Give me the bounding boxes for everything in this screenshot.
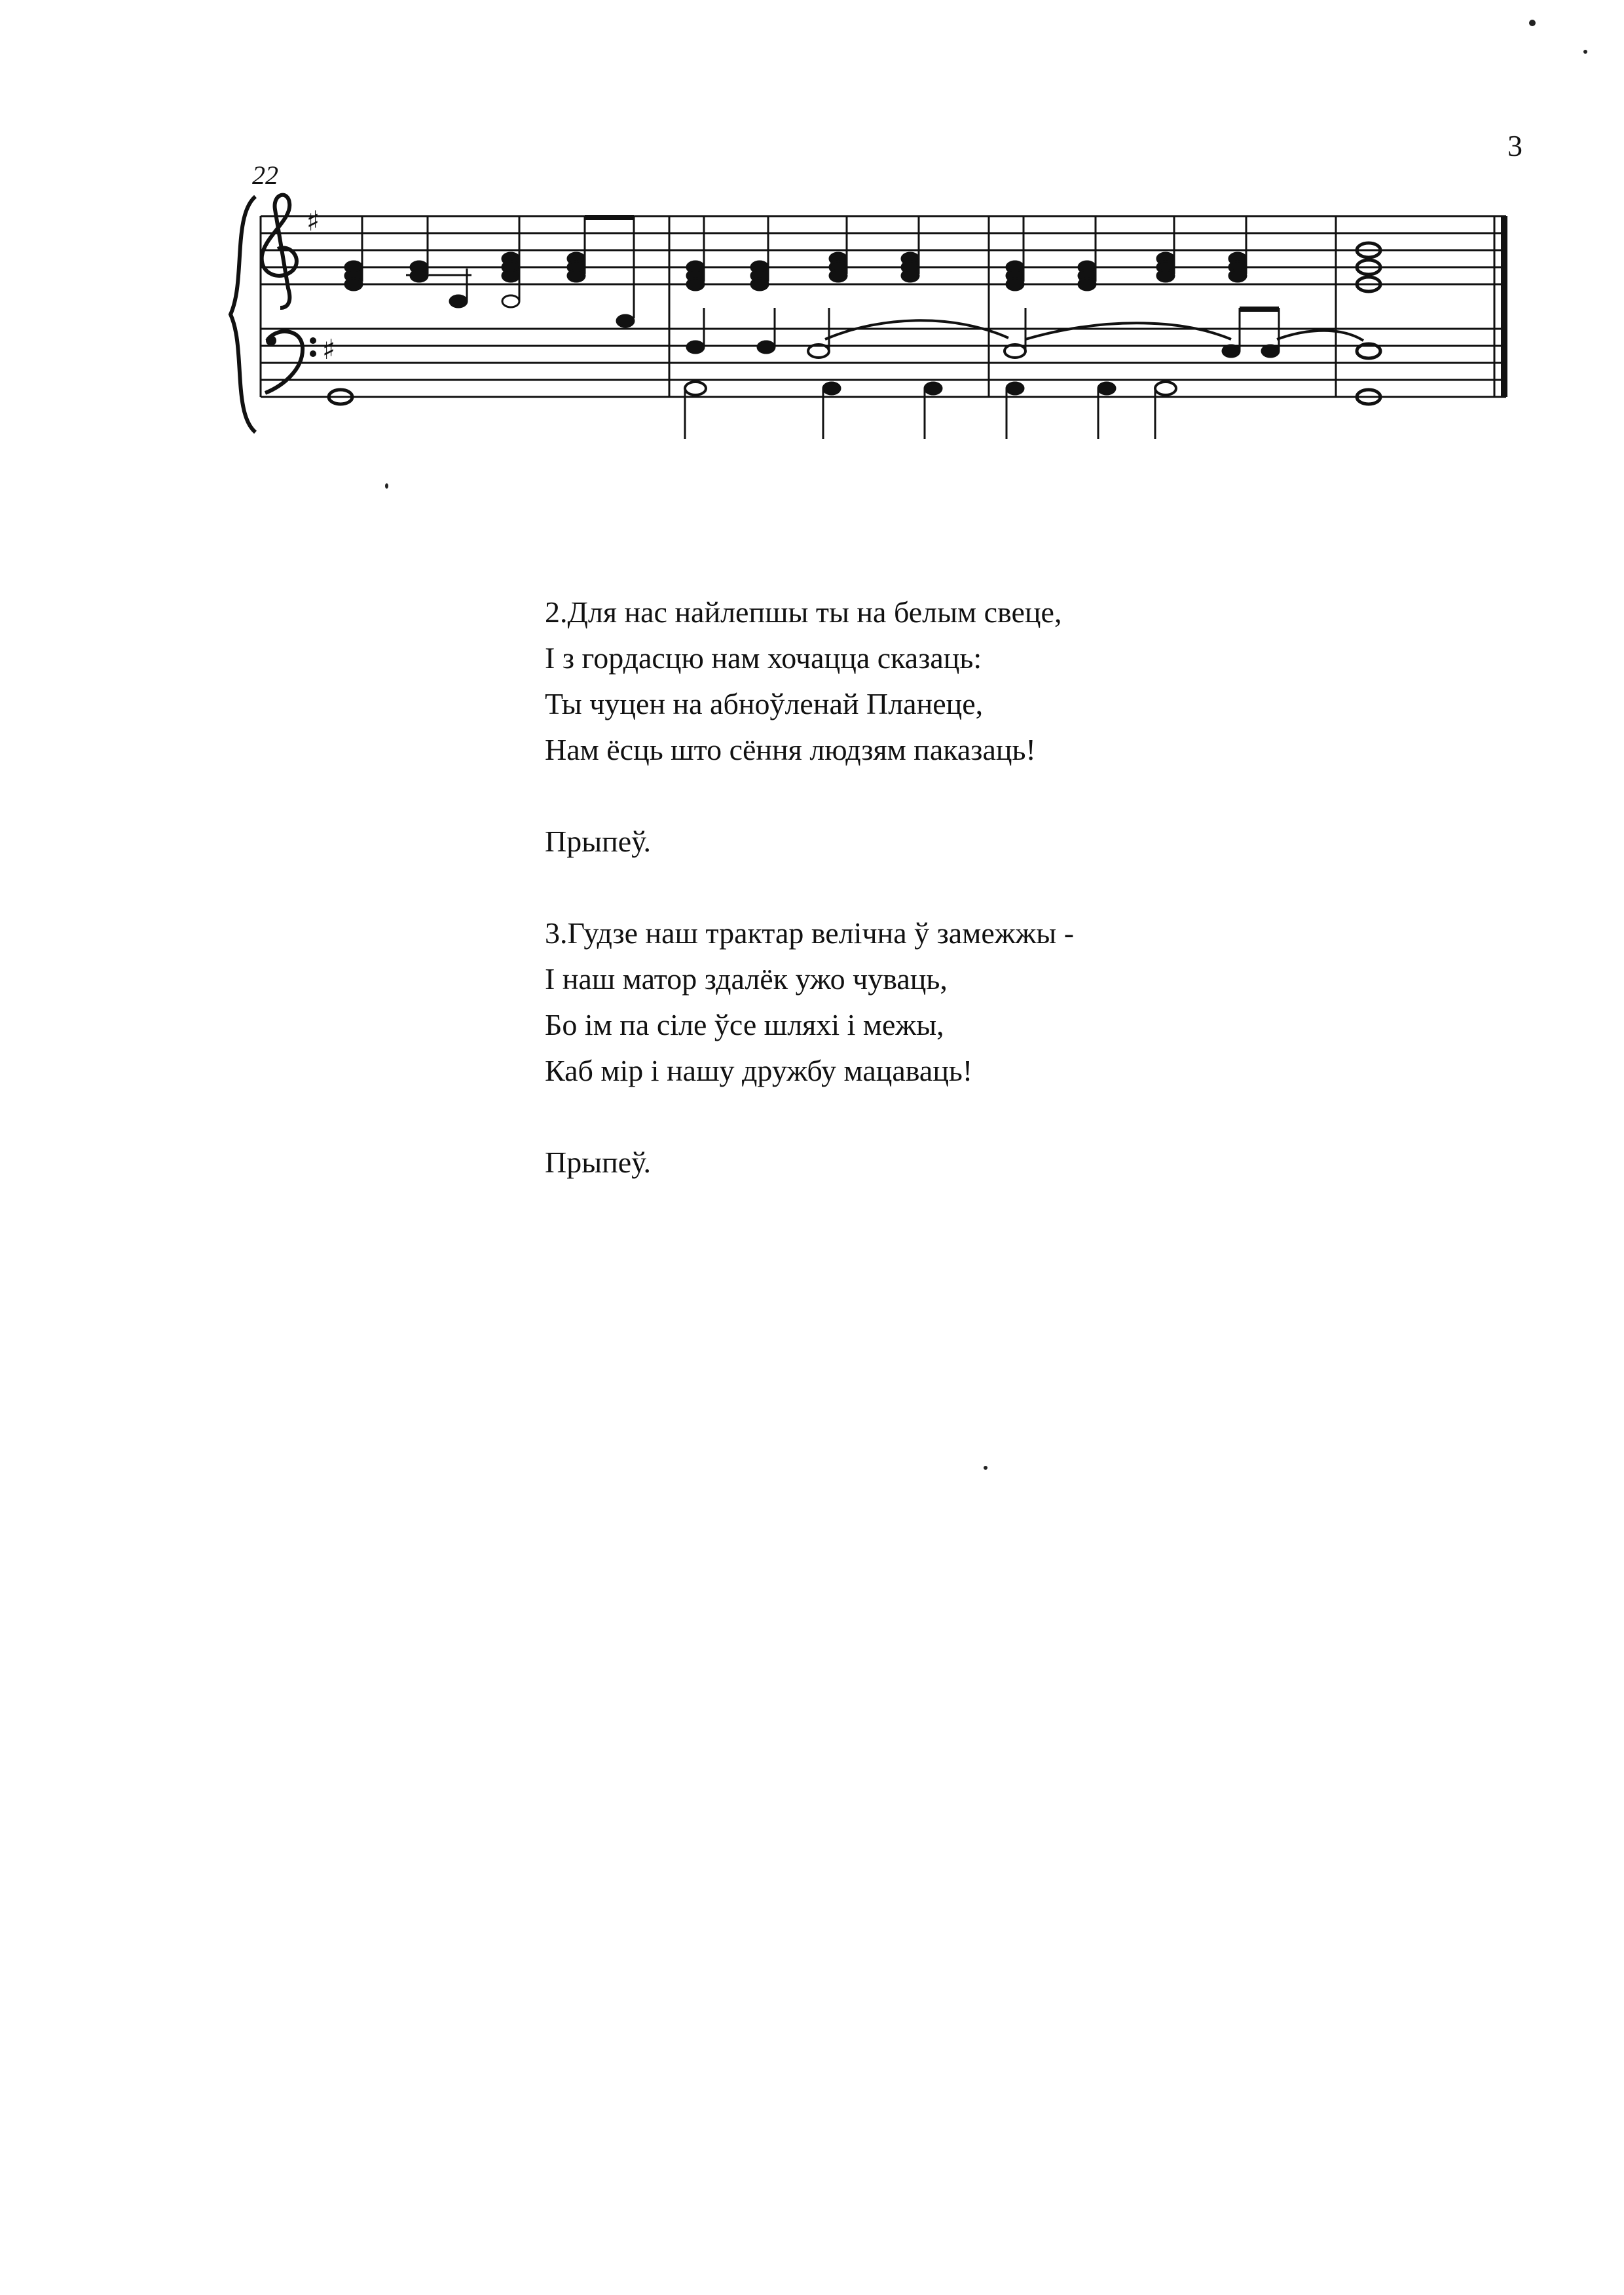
treble-clef-icon — [262, 195, 297, 308]
stanza-gap — [545, 1094, 1074, 1140]
measure-number: 22 — [252, 160, 278, 190]
grand-staff-brace — [231, 196, 255, 432]
verse3-line: Каб мір і нашу дружбу мацаваць! — [545, 1054, 973, 1087]
page-number: 3 — [1507, 129, 1522, 162]
bass-staff — [261, 329, 1506, 397]
verse2-line: 2.Для нас найлепшы ты на белым свеце, — [545, 595, 1062, 629]
scan-speck — [385, 483, 388, 489]
stanza-gap — [545, 773, 1074, 819]
treble-sharp-icon: ♯ — [306, 205, 320, 237]
verse3-line: І наш матор здалёк ужо чуваць, — [545, 962, 948, 996]
verse2-line: Нам ёсць што сёння людзям паказаць! — [545, 733, 1036, 766]
stanza-gap — [545, 865, 1074, 910]
lyrics — [545, 589, 1074, 1185]
piano-score-system — [0, 0, 1624, 524]
scan-speck — [1583, 50, 1587, 54]
chorus-reference: Прыпеў. — [545, 1146, 652, 1179]
verse3-line: Бо ім па сіле ўсе шляхі і межы, — [545, 1008, 944, 1041]
chorus-reference: Прыпеў. — [545, 825, 652, 858]
final-barline — [1501, 216, 1507, 397]
barlines — [261, 216, 1494, 397]
scan-speck — [984, 1466, 987, 1470]
treble-staff — [261, 216, 1506, 284]
verse2-line: Ты чуцен на абноўленай Планеце, — [545, 687, 984, 720]
bass-notes — [329, 308, 1380, 439]
scan-speck — [1529, 20, 1536, 26]
verse2-line: І з гордасцю нам хочацца сказаць: — [545, 641, 982, 675]
verse3-line: 3.Гудзе наш трактар велічна ў замежжы - — [545, 916, 1075, 950]
bass-sharp-icon: ♯ — [322, 333, 336, 365]
ties — [825, 320, 1363, 341]
